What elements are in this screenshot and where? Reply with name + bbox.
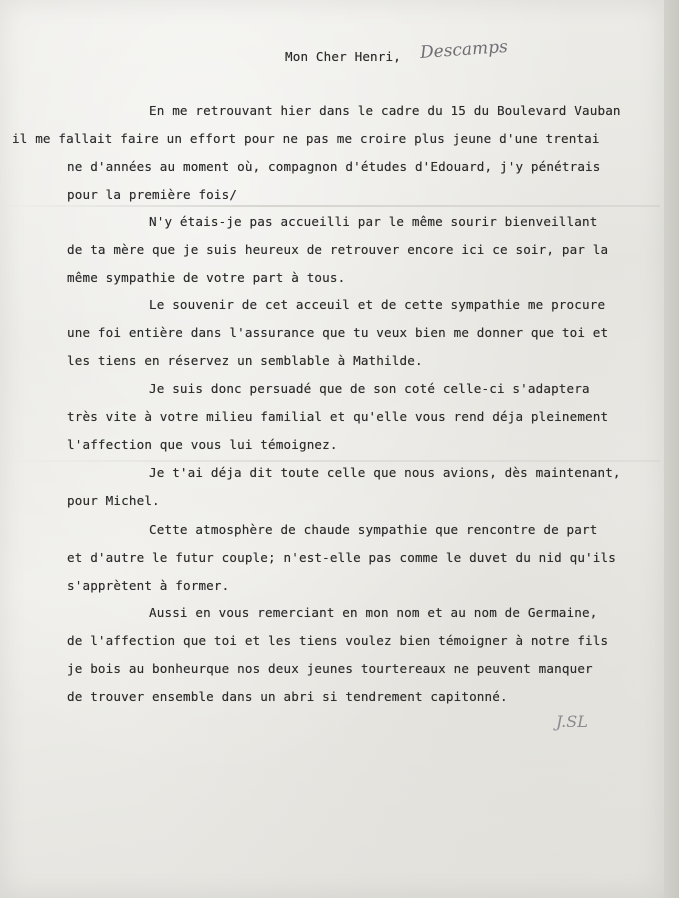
letter-line: l'affection que vous lui témoignez. <box>67 437 338 452</box>
letter-line: En me retrouvant hier dans le cadre du 15 du Boulevard Vauban <box>149 103 621 118</box>
letter-line: je bois au bonheurque nos deux jeunes tourtereaux ne peuvent manquer <box>67 661 593 676</box>
letter-line: une foi entière dans l'assurance que tu veux bien me donner que toi et <box>67 325 609 340</box>
handwritten-initials: J.SL <box>556 712 588 731</box>
letter-line: pour Michel. <box>67 493 160 508</box>
letter-line: pour la première fois/ <box>67 187 238 202</box>
letter-line: Aussi en vous remerciant en mon nom et au nom de Germaine, <box>149 605 598 620</box>
letter-line: Je suis donc persuadé que de son coté celle-ci s'adaptera <box>149 381 590 396</box>
letter-line: Je t'ai déja dit toute celle que nous avions, dès maintenant, <box>149 465 621 480</box>
letter-line: et d'autre le futur couple; n'est-elle pas comme le duvet du nid qu'ils <box>67 550 616 565</box>
letter-line: il me fallait faire un effort pour ne pas me croire plus jeune d'une trentai <box>12 131 600 146</box>
letter-line: ne d'années au moment où, compagnon d'études d'Edouard, j'y pénétrais <box>67 159 601 174</box>
handwritten-name-annotation: Descamps <box>419 36 509 64</box>
paper-crease <box>0 460 660 462</box>
letter-line: Cette atmosphère de chaude sympathie que rencontre de part <box>149 522 598 537</box>
letter-line: de l'affection que toi et les tiens voulez bien témoigner à notre fils <box>67 633 609 648</box>
letter-line: les tiens en réservez un semblable à Mathilde. <box>67 353 423 368</box>
letter-line: de ta mère que je suis heureux de retrouver encore ici ce soir, par la <box>67 242 609 257</box>
letter-line: N'y étais-je pas accueilli par le même sourir bienveillant <box>149 214 598 229</box>
letter-line: très vite à votre milieu familial et qu'elle vous rend déja pleinement <box>67 409 609 424</box>
letter-line: même sympathie de votre part à tous. <box>67 270 346 285</box>
salutation: Mon Cher Henri, <box>285 49 401 64</box>
letter-line: Le souvenir de cet acceuil et de cette sympathie me procure <box>149 297 606 312</box>
paper-crease <box>0 205 660 207</box>
letter-line: de trouver ensemble dans un abri si tendrement capitonné. <box>67 689 508 704</box>
letter-line: s'apprètent à former. <box>67 578 230 593</box>
